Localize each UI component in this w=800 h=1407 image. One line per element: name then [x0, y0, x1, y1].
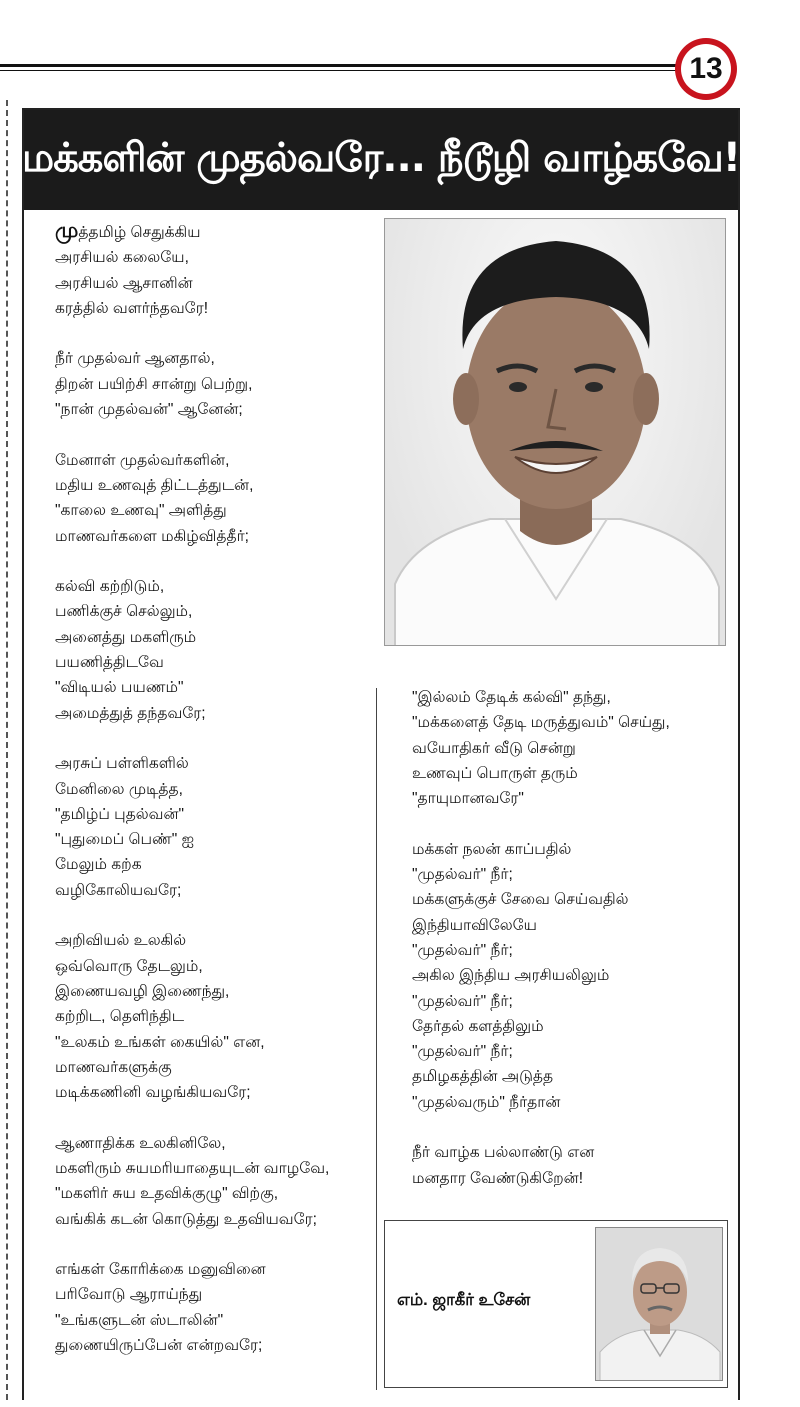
poem-line-text: பரிவோடு ஆராய்ந்து — [55, 1286, 203, 1304]
poem-line — [412, 963, 742, 988]
poem-line — [55, 979, 375, 1004]
poem-line — [55, 1308, 375, 1333]
poem-line-text: உணவுப் பொருள் தரும் — [412, 764, 578, 782]
poem-line — [55, 1282, 375, 1307]
column-divider — [376, 688, 377, 1390]
header-rule-thin — [0, 70, 690, 71]
poem-line-text: பயணித்திடவே — [55, 654, 164, 672]
portrait-photo-icon — [385, 219, 726, 646]
poem-line — [55, 625, 375, 650]
poem-stanza — [55, 448, 375, 549]
poem-line-text: மேனிலை முடித்த, — [55, 780, 183, 798]
poem-line-text: துணையிருப்பேன் என்றவரே; — [55, 1337, 263, 1355]
poem-line-text: "முதல்வரும்" நீர்தான் — [412, 1093, 561, 1111]
title-bar — [22, 110, 741, 210]
poem-line — [55, 928, 375, 953]
poem-line-text: மாணவர்களுக்கு — [55, 1058, 172, 1076]
poem-line — [55, 777, 375, 802]
header-rule-thick — [0, 64, 690, 67]
poem-line-text: திறன் பயிற்சி சான்று பெற்று, — [55, 375, 253, 393]
poem-line — [412, 1039, 742, 1064]
poem-line — [412, 1140, 742, 1165]
poem-line-text: கரத்தில் வளர்ந்தவரே! — [55, 299, 209, 317]
poem-line — [55, 1080, 375, 1105]
poem-line — [55, 1257, 375, 1282]
poem-line-text: "மக்களைத் தேடி மருத்துவம்" செய்து, — [412, 714, 670, 732]
poem-line-text: கற்றிட, தெளிந்திட — [55, 1008, 185, 1026]
poem-line-text: இந்தியாவிலேயே — [412, 916, 537, 934]
poem-line — [412, 685, 742, 710]
poem-line-text: அமைத்துத் தந்தவரே; — [55, 704, 206, 722]
poem-line-text: மேனாள் முதல்வர்களின், — [55, 451, 230, 469]
poem-line-text: எங்கள் கோரிக்கை மனுவினை — [55, 1261, 266, 1279]
poem-line-text: "விடியல் பயணம்" — [55, 679, 184, 697]
poem-right-column — [412, 685, 742, 1216]
poem-line — [55, 802, 375, 827]
poem-line — [55, 1055, 375, 1080]
poem-line-text: மக்களுக்குச் சேவை செய்வதில் — [412, 891, 629, 909]
poem-line-text: அரசுப் பள்ளிகளில் — [55, 755, 189, 773]
poem-line — [412, 837, 742, 862]
poem-line — [55, 701, 375, 726]
poem-line — [55, 1333, 375, 1358]
poem-line — [412, 862, 742, 887]
poem-line-text: தமிழகத்தின் அடுத்த — [412, 1068, 554, 1086]
poem-line — [55, 650, 375, 675]
poem-line — [412, 736, 742, 761]
poem-line — [55, 599, 375, 624]
poem-line — [55, 448, 375, 473]
poem-stanza — [412, 685, 742, 811]
poem-line-text: நீர் முதல்வர் ஆனதால், — [55, 350, 215, 368]
poem-line — [55, 878, 375, 903]
poem-line-text: தேர்தல் களத்திலும் — [412, 1017, 544, 1035]
poem-line — [55, 1030, 375, 1055]
poem-line-text: "புதுமைப் பெண்" ஐ — [55, 831, 195, 849]
poem-line — [55, 1181, 375, 1206]
poem-line — [55, 346, 375, 371]
article-title: மக்களின் முதல்வரே... நீடூழி வாழ்கவே! — [22, 134, 741, 181]
poem-line-text: அரசியல் கலையே, — [55, 249, 189, 267]
poem-stanza — [55, 574, 375, 726]
poem-line-text: "மகளிர் சுய உதவிக்குழு" விற்கு, — [55, 1185, 279, 1203]
poem-line — [55, 218, 375, 245]
poem-line — [412, 1064, 742, 1089]
poem-line-text: ஆணாதிக்க உலகினிலே, — [55, 1134, 226, 1152]
poem-line-text: "உலகம் உங்கள் கையில்" என, — [55, 1033, 265, 1051]
poem-line — [55, 751, 375, 776]
poem-line — [55, 271, 375, 296]
poem-line-text: "தமிழ்ப் புதல்வன்" — [55, 805, 185, 823]
poem-line-text: மனதார வேண்டுகிறேன்! — [412, 1169, 583, 1187]
poem-line — [55, 372, 375, 397]
poem-line-text: "இல்லம் தேடிக் கல்வி" தந்து, — [412, 689, 611, 706]
poem-line — [55, 852, 375, 877]
poem-stanza — [412, 1140, 742, 1191]
poem-line — [412, 1090, 742, 1115]
poem-line-text: "முதல்வர்" நீர்; — [412, 866, 513, 884]
poem-line — [412, 989, 742, 1014]
poem-line-text: அனைத்து மகளிரும் — [55, 628, 197, 646]
poem-line — [412, 786, 742, 811]
poem-line-text: "முதல்வர்" நீர்; — [412, 992, 513, 1010]
poem-line-text: "நான் முதல்வன்" ஆனேன்; — [55, 401, 243, 419]
poem-line — [55, 245, 375, 270]
poem-stanza — [55, 751, 375, 903]
poem-line — [412, 938, 742, 963]
poem-line-text: நீர் வாழ்க பல்லாண்டு என — [412, 1144, 595, 1162]
poem-line — [55, 1207, 375, 1232]
poem-line — [55, 1004, 375, 1029]
poem-line-text: "உங்களுடன் ஸ்டாலின்" — [55, 1311, 224, 1329]
poem-line-text: த்தமிழ் செதுக்கிய — [78, 224, 201, 241]
poem-line — [55, 675, 375, 700]
poem-line-text: பணிக்குச் செல்லும், — [55, 603, 193, 621]
poem-line-text: "முதல்வர்" நீர்; — [412, 941, 513, 959]
poem-line-text: அறிவியல் உலகில் — [55, 932, 187, 950]
author-portrait — [595, 1227, 723, 1381]
poem-stanza — [55, 218, 375, 321]
poem-stanza — [412, 837, 742, 1115]
poem-stanza — [55, 928, 375, 1105]
poem-line — [412, 887, 742, 912]
poem-line-text: ஒவ்வொரு தேடலும், — [55, 957, 203, 975]
poem-stanza — [55, 1131, 375, 1232]
poem-line-text: மக்கள் நலன் காப்பதில் — [412, 840, 572, 858]
poem-line — [412, 913, 742, 938]
drop-cap: மு — [55, 219, 79, 242]
page-number-badge — [675, 38, 737, 100]
poem-line — [55, 1131, 375, 1156]
author-name: எம். ஜாகீர் உசேன் — [397, 1291, 531, 1309]
poem-left-column — [55, 218, 375, 1384]
poem-stanza — [55, 346, 375, 422]
poem-line — [55, 296, 375, 321]
poem-line — [55, 524, 375, 549]
poem-stanza — [55, 1257, 375, 1358]
poem-line-text: வங்கிக் கடன் கொடுத்து உதவியவரே; — [55, 1210, 317, 1228]
poem-line-text: வழிகோலியவரே; — [55, 881, 182, 899]
poem-line — [55, 954, 375, 979]
author-portrait-photo-icon — [596, 1228, 723, 1381]
poem-line — [55, 574, 375, 599]
poem-line-text: "காலை உணவு" அளித்து — [55, 502, 227, 520]
left-dashed-border — [6, 100, 8, 1400]
poem-line — [55, 827, 375, 852]
poem-line — [55, 397, 375, 422]
poem-line-text: "முதல்வர்" நீர்; — [412, 1043, 513, 1061]
poem-line-text: மகளிரும் சுயமரியாதையுடன் வாழவே, — [55, 1159, 330, 1177]
poem-line-text: "தாயுமானவரே" — [412, 790, 524, 808]
poem-line — [412, 761, 742, 786]
poem-line-text: வயோதிகர் வீடு சென்று — [412, 739, 576, 757]
poem-line — [55, 1156, 375, 1181]
main-portrait-photo — [384, 218, 726, 646]
poem-line — [412, 1014, 742, 1039]
poem-line-text: அரசியல் ஆசானின் — [55, 274, 193, 292]
poem-line — [55, 498, 375, 523]
poem-line-text: கல்வி கற்றிடும், — [55, 578, 165, 596]
poem-line-text: மேலும் கற்க — [55, 856, 142, 874]
poem-line-text: மதிய உணவுத் திட்டத்துடன், — [55, 476, 254, 494]
poem-line — [412, 710, 742, 735]
poem-line-text: மடிக்கணினி வழங்கியவரே; — [55, 1084, 251, 1102]
poem-line-text: மாணவர்களை மகிழ்வித்தீர்; — [55, 527, 249, 545]
poem-line — [55, 473, 375, 498]
author-box — [384, 1220, 728, 1388]
poem-line-text: இணையவழி இணைந்து, — [55, 982, 230, 1000]
page-number: 13 — [681, 44, 731, 94]
poem-line — [412, 1166, 742, 1191]
poem-line-text: அகில இந்திய அரசியலிலும் — [412, 967, 610, 985]
